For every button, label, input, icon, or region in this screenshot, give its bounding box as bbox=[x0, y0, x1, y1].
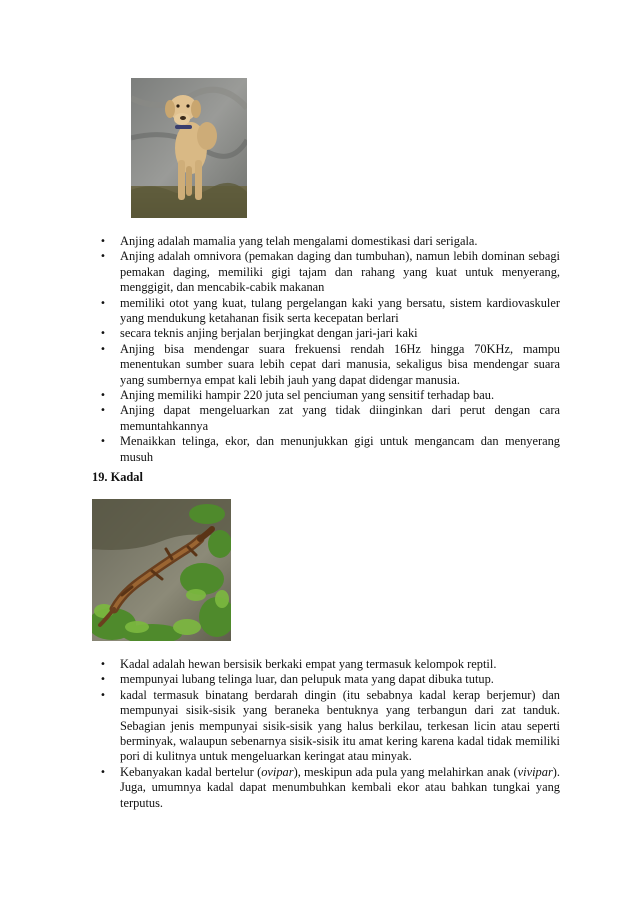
list-item: • Anjing adalah omnivora (pemakan daging dan tumbuhan), namun lebih dominan sebagi pemakan daging, memiliki gigi tajam dan rahang yang kuat untuk menyerang, menggigit, dan mencabik-cabik makanan bbox=[120, 249, 560, 295]
list-item: • Anjing adalah mamalia yang telah mengalami domestikasi dari serigala. bbox=[120, 234, 560, 249]
list-item: • mempunyai lubang telinga luar, dan pelupuk mata yang dapat dibuka tutup. bbox=[120, 672, 560, 687]
dog-photo bbox=[131, 78, 247, 218]
list-item: • Anjing bisa mendengar suara frekuensi rendah 16Hz hingga 70KHz, mampu menentukan sumber suara lebih cepat dari manusia, sekaligus bisa mendengar suara yang sumbernya empat kali lebih jauh yang dapat didengar manusia. bbox=[120, 342, 560, 388]
list-item: • Menaikkan telinga, ekor, dan menunjukkan gigi untuk mengancam dan menyerang musuh bbox=[120, 434, 560, 465]
lizard-facts-list bbox=[120, 657, 560, 811]
list-item: • Kadal adalah hewan bersisik berkaki empat yang termasuk kelompok reptil. bbox=[120, 657, 560, 672]
italic-term: ovipar bbox=[261, 764, 294, 779]
list-item: • memiliki otot yang kuat, tulang pergelangan kaki yang bersatu, sistem kardiovaskuler yang mendukung ketahanan fisik serta kecepatan berlari bbox=[120, 296, 560, 327]
list-item: • Anjing memiliki hampir 220 juta sel penciuman yang sensitif terhadap bau. bbox=[120, 388, 560, 403]
list-item: • Anjing dapat mengeluarkan zat yang tidak diinginkan dari perut dengan cara memuntahkannya bbox=[120, 403, 560, 434]
italic-term: vivipar bbox=[517, 764, 553, 779]
lizard-photo bbox=[92, 499, 231, 641]
section-heading: 19. Kadal bbox=[92, 470, 143, 484]
list-item bbox=[120, 765, 560, 811]
text-run: ), meskipun ada pula yang melahirkan anak ( bbox=[293, 764, 518, 779]
text-run: Kebanyakan kadal bertelur ( bbox=[120, 764, 262, 779]
text-run: ). Juga, umumnya kadal dapat menumbuhkan kembali ekor atau bahkan tungkai yang terputus. bbox=[120, 764, 561, 810]
dog-facts-list bbox=[120, 234, 560, 465]
list-item: • kadal termasuk binatang berdarah dingin (itu sebabnya kadal kerap berjemur) dan mempunyai sisik-sisik yang beraneka bentuknya yang terbangun dari zat tanduk. Sebagian jenis mempunyai sisik-sisik yang halus berkilau, terkesan licin atau seperti berminyak, walaupun sebenarnya sisik-sisik itu amat kering karena kadal tidak memiliki pori di kulitnya untuk mengeluarkan keringat atau minyak. bbox=[120, 688, 560, 765]
list-item: • secara teknis anjing berjalan berjingkat dengan jari-jari kaki bbox=[120, 326, 560, 341]
